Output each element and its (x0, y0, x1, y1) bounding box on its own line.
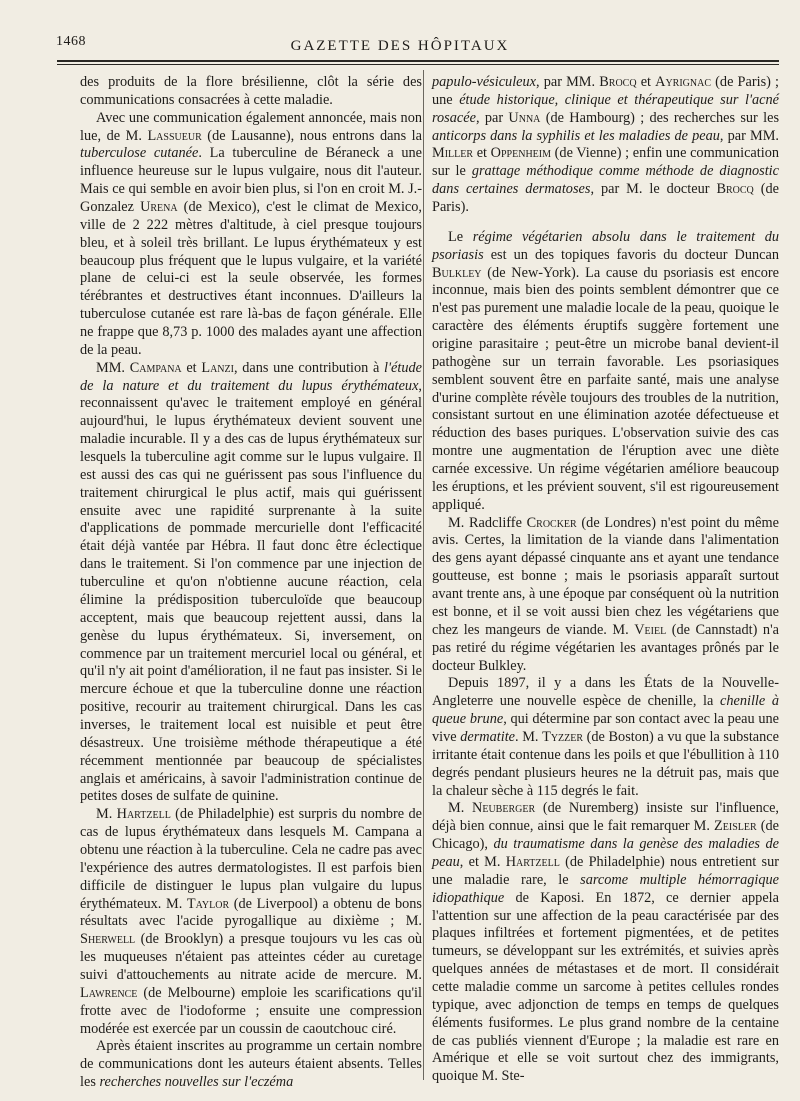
author-name: Miller (432, 145, 474, 162)
paragraph: des produits de la flore brésilienne, clôt la série des communications consacrées à cette maladie. (80, 74, 422, 108)
author-name: Lawrence (80, 984, 138, 1001)
paragraph: Depuis 1897, il y a dans les États de la Nouvelle-Angleterre une nouvelle espèce de chenille, la chenille à queue brune, qui détermine par son contact avec la peau une vive dermatite. M. Tyzzer (de Boston) a vu que la substance irritante était contenue dans les poils et que l'ébullition à 110 degrés pendant plusieurs heures ne la détruit pas, mais que la chaleur sèche à 115 degrés le fait. (432, 675, 779, 799)
author-name: Veiel (634, 621, 667, 638)
author-name: Zeisler (714, 818, 757, 835)
author-name: Tyzzer (542, 728, 584, 745)
left-column (80, 74, 422, 1092)
work-title: du traumatisme dans la genèse des maladies de peau (432, 836, 779, 870)
paragraph: M. Radcliffe Crocker (de Londres) n'est point du même avis. Certes, la limitation de la viande dans l'alimentation des gens ayant dépassé cinquante ans et ayant une tendance goutteuse, est bonne ; mais le psoriasis apparaît surtout avant trente ans, à une époque par conséquent où la nutrition est bonne, et il se voit aussi bien chez les végétariens que chez les mangeurs de viande. M. Veiel (de Cannstadt) n'a pas retiré du régime végétarien les avantages prônés par le docteur Bulkley. (432, 514, 779, 674)
author-name: Brocq (716, 181, 754, 198)
author-name: Hartzell (505, 853, 560, 870)
author-name: Taylor (186, 895, 230, 912)
author-name: Lassueur (147, 127, 202, 144)
author-name: Oppenheim (490, 145, 552, 162)
author-name: Brocq (599, 74, 637, 90)
work-title: étude historique, clinique et thérapeutique sur l'acné rosacée (432, 91, 779, 126)
paragraph: MM. Campana et Lanzi, dans une contribution à l'étude de la nature et du traitement du lupus érythémateux, reconnaissent qu'avec le traitement employé en général aujourd'hui, le lupus érythémateux devient souvent une maladie incurable. Il y a des cas de lupus érythémateux sur lesquels la tuberculine agit comme sur le lupus vulgaire. Il est aussi des cas qui ne guérissent pas sous l'influence du traitement chirurgical le plus actif, mais qui guérissent ensuite avec une rapidité surprenante à la suite d'applications de pommade mercurielle dont l'efficacité était déjà vantée par Hébra. Il faut donc être éclectique dans le traitement. Si l'on commence par une injection de tuberculine et qu'on n'obtienne aucune réaction, cela élimine la prédisposition tuberculoïde que beaucoup acceptent, mais que beaucoup rejettent aussi, dans la genèse du lupus érythémateux. Si, inversement, on commence par un traitement mercuriel local ou général, et qu'il n'y ait point d'amélioration, il ne faut pas insister. Si le mercure échoue et que la tuberculine donne une réaction positive, recourir au traitement chirurgical. Dans les cas inverses, le traitement local est nuisible et peut être désastreux. Une troisième méthode thérapeutique a été récemment mentionnée par beaucoup de spécialistes anglais et américains, à savoir l'administration continue de petites doses de sulfate de quinine. (80, 359, 423, 805)
work-title: régime végétarien absolu dans le traitement du psoriasis (432, 228, 779, 263)
author-name: Lanzi (201, 359, 234, 376)
author-name: Urena (140, 199, 178, 216)
paragraph: Le régime végétarien absolu dans le traitement du psoriasis est un des topiques favoris du docteur Duncan Bulkley (de New-York). La cause du psoriasis est encore inconnue, mais bien des points semblent démontrer que ce n'est pas purement une maladie locale de la peau, quoique le caractère des éléments éruptifs suggère fortement une origine parasitaire ; peut-être un microbe banal devient-il pathogène sur un terrain favorable. Les psoriasiques semblent souvent être en parfaite santé, mais une analyse d'urine complète révèle toujours des troubles de la nutrition, consistant surtout en une élimination azotée défectueuse et réduction des bases puriques. L'observation suivie des cas montre une augmentation de l'éruption avec une diète carnée excessive. Un régime végétarien améliore beaucoup les éruptions, et les prévient souvent, s'il est rigoureusement appliqué. (432, 228, 779, 513)
work-title: papulo-vésiculeux (432, 74, 537, 90)
paragraph: Avec une communication également annoncée, mais non lue, de M. Lassueur (de Lausanne), nous entrons dans la tuberculose cutanée. La tuberculine de Béraneck a une influence heureuse sur le lupus vulgaire, nous dit l'auteur. Mais ce qui semble en avoir bien plus, si l'on en croit M. J.-Gonzalez Urena (de Mexico), c'est le climat de Mexico, ville de 2 222 mètres d'altitude, à ciel presque toujours bleu, et à soleil très brillant. Le lupus érythémateux y est beaucoup plus fréquent que le lupus vulgaire, et la variété plane de celui-ci est la seule observée, les formes térébrantes et destructives étant inconnues. D'ailleurs la tuberculose cutanée est rare là-bas de façon générale. Elle ne frappe que 8,73 p. 1000 des malades ayant une affection de la peau. (80, 109, 423, 358)
topic-term: tuberculose cutanée (80, 145, 199, 162)
paragraph: M. Hartzell (de Philadelphie) est surpris du nombre de cas de lupus érythémateux dans lesquels M. Campana a obtenu une réaction à la tuberculine. Cela ne cadre pas avec l'expérience des autres dermatologistes. Il est parfois bien difficile de distinguer le lupus plan vulgaire du lupus érythémateux. M. Taylor (de Liverpool) a obtenu de bons résultats avec l'acide pyrogallique au dixième ; M. Sherwell (de Brooklyn) a presque toujours vu les cas où les muqueuses n'étaient pas atteintes céder au curetage suivi d'attouchements au nitrate acide de mercure. M. Lawrence (de Melbourne) emploie les scarifications qu'il frotte avec de l'iodoforme ; ensuite une compression modérée est exercée par un coussin de caoutchouc ciré. (80, 806, 422, 1037)
work-title: grattage méthodique comme méthode de diagnostic dans certaines dermatoses (432, 163, 779, 198)
page-header (0, 0, 800, 62)
author-name: Unna (508, 109, 541, 126)
paragraph: M. Neuberger (de Nuremberg) insiste sur l'influence, déjà bien connue, ainsi que le fait remarquer M. Zeisler (de Chicago), du traumatisme dans la genèse des maladies de peau, et M. Hartzell (de Philadelphie) nous entretient sur une maladie rare, le sarcome multiple hémorragique idiopathique de Kaposi. En 1872, ce dernier appela l'attention sur une affection de la peau caractérisée par des plaques infiltrées et fortement pigmentées, et de petites tumeurs, se développant sur les extrémités, et suivies après quelques années de métastases et de mort. Il considérait cette maladie comme un sarcome à petites cellules rondes typique, avec adjonction de temps en temps de quelques éléments fusiformes. Le plus grand nombre de la centaine de cas publiés viennent d'Europe ; la maladie est rare en Amérique et elle se voit surtout chez des immigrants, quoique M. Ste- (432, 800, 780, 1085)
right-column (432, 74, 779, 1086)
author-name: Sherwell (80, 931, 136, 948)
author-name: Crocker (526, 514, 577, 531)
work-title: l'étude de la nature et du traitement du lupus érythémateux (80, 359, 423, 394)
work-title: recherches nouvelles sur l'eczéma (99, 1074, 294, 1091)
column-divider (423, 70, 424, 1080)
paragraph: Après étaient inscrites au programme un certain nombre de communications dont les auteurs étaient absents. Telles les recherches nouvelles sur l'eczéma (80, 1038, 422, 1091)
author-name: Neuberger (472, 800, 536, 817)
work-title: anticorps dans la syphilis et les maladies de peau (432, 127, 720, 144)
header-rule (57, 60, 779, 62)
header-rule-thin (57, 64, 779, 65)
journal-title: GAZETTE DES HÔPITAUX (290, 38, 510, 54)
paragraph: papulo-vésiculeux, par MM. Brocq et Ayrignac (de Paris) ; une étude historique, clinique et thérapeutique sur l'acné rosacée, par Unna (de Hambourg) ; des recherches sur les anticorps dans la syphilis et les maladies de peau, par MM. Miller et Oppenheim (de Vienne) ; enfin une communication sur le grattage méthodique comme méthode de diagnostic dans certaines dermatoses, par M. le docteur Brocq (de Paris). (432, 74, 780, 216)
author-name: Campana (129, 359, 182, 376)
author-name: Hartzell (116, 806, 171, 823)
page-number: 1468 (56, 34, 86, 49)
topic-term: dermatite (460, 728, 516, 745)
topic-term: chenille à queue brune (432, 693, 779, 728)
author-name: Ayrignac (655, 74, 712, 90)
work-title: sarcome multiple hémorragique idiopathique (432, 871, 780, 906)
author-name: Bulkley (432, 264, 482, 281)
